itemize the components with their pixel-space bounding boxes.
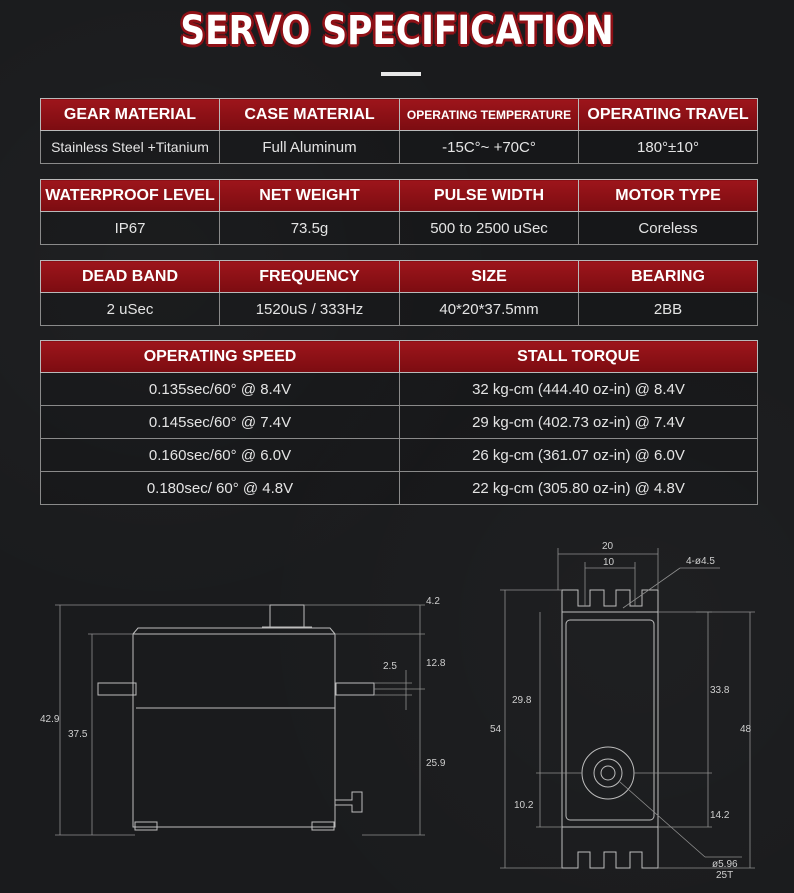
header-operating-travel: OPERATING TRAVEL <box>579 99 758 131</box>
dim-37-5: 37.5 <box>68 729 88 740</box>
value-case-material: Full Aluminum <box>220 131 400 164</box>
header-waterproof-level: WATERPROOF LEVEL <box>41 180 220 212</box>
speed-4-8v: 0.180sec/ 60° @ 4.8V <box>41 472 400 505</box>
value-gear-material: Stainless Steel +Titanium <box>41 131 220 164</box>
value-motor-type: Coreless <box>579 212 758 245</box>
front-body-outline <box>562 612 658 827</box>
header-case-material: CASE MATERIAL <box>220 99 400 131</box>
value-operating-travel: 180°±10° <box>579 131 758 164</box>
header-net-weight: NET WEIGHT <box>220 180 400 212</box>
performance-table <box>40 340 758 505</box>
header-stall-torque: STALL TORQUE <box>400 341 758 373</box>
speed-7-4v: 0.145sec/60° @ 7.4V <box>41 406 400 439</box>
side-output-spline <box>270 605 304 627</box>
value-pulse-width: 500 to 2500 uSec <box>400 212 579 245</box>
value-bearing: 2BB <box>579 293 758 326</box>
dim-4-2: 4.2 <box>426 596 440 607</box>
value-net-weight: 73.5g <box>220 212 400 245</box>
torque-6-0v: 26 kg-cm (361.07 oz-in) @ 6.0V <box>400 439 758 472</box>
dim-2-5: 2.5 <box>383 661 397 672</box>
title-underline <box>381 72 421 76</box>
side-tab-right <box>336 683 374 695</box>
spec-table-1 <box>40 98 758 164</box>
speed-6-0v: 0.160sec/60° @ 6.0V <box>41 439 400 472</box>
header-dead-band: DEAD BAND <box>41 261 220 293</box>
technical-drawing <box>0 530 794 893</box>
value-waterproof-level: IP67 <box>41 212 220 245</box>
header-bearing: BEARING <box>579 261 758 293</box>
side-dimension-lines <box>55 605 425 835</box>
dim-10: 10 <box>603 557 615 568</box>
dim-54: 54 <box>490 724 502 735</box>
header-size: SIZE <box>400 261 579 293</box>
front-output-horn <box>582 747 634 799</box>
dim-29-8: 29.8 <box>512 695 532 706</box>
value-operating-temperature: -15C°~ +70C° <box>400 131 579 164</box>
value-frequency: 1520uS / 333Hz <box>220 293 400 326</box>
dim-25t: 25T <box>716 870 734 881</box>
dim-48: 48 <box>740 724 752 735</box>
dim-12-8: 12.8 <box>426 658 446 669</box>
side-top-cap <box>133 628 335 634</box>
side-tab-left <box>98 683 136 695</box>
dim-4-hole: 4-ø4.5 <box>686 556 715 567</box>
header-gear-material: GEAR MATERIAL <box>41 99 220 131</box>
header-operating-speed: OPERATING SPEED <box>41 341 400 373</box>
value-dead-band: 2 uSec <box>41 293 220 326</box>
page-title: SERVO SPECIFICATION <box>180 8 614 54</box>
dim-42-9: 42.9 <box>40 714 60 725</box>
header-motor-type: MOTOR TYPE <box>579 180 758 212</box>
dim-33-8: 33.8 <box>710 685 730 696</box>
speed-8-4v: 0.135sec/60° @ 8.4V <box>41 373 400 406</box>
front-bottom-flange <box>562 827 658 868</box>
torque-8-4v: 32 kg-cm (444.40 oz-in) @ 8.4V <box>400 373 758 406</box>
side-body-outline <box>133 634 335 827</box>
spec-table-3 <box>40 260 758 326</box>
value-size: 40*20*37.5mm <box>400 293 579 326</box>
dim-14-2: 14.2 <box>710 810 730 821</box>
side-view-drawing <box>55 605 425 835</box>
header-operating-temperature: OPERATING TEMPERATURE <box>400 99 579 131</box>
dim-25-9: 25.9 <box>426 758 446 769</box>
dim-10-2: 10.2 <box>514 800 534 811</box>
spec-table-2 <box>40 179 758 245</box>
torque-4-8v: 22 kg-cm (305.80 oz-in) @ 4.8V <box>400 472 758 505</box>
header-pulse-width: PULSE WIDTH <box>400 180 579 212</box>
header-frequency: FREQUENCY <box>220 261 400 293</box>
dim-spline-diameter: ø5.96 <box>712 859 738 870</box>
torque-7-4v: 29 kg-cm (402.73 oz-in) @ 7.4V <box>400 406 758 439</box>
dim-20: 20 <box>602 541 614 552</box>
